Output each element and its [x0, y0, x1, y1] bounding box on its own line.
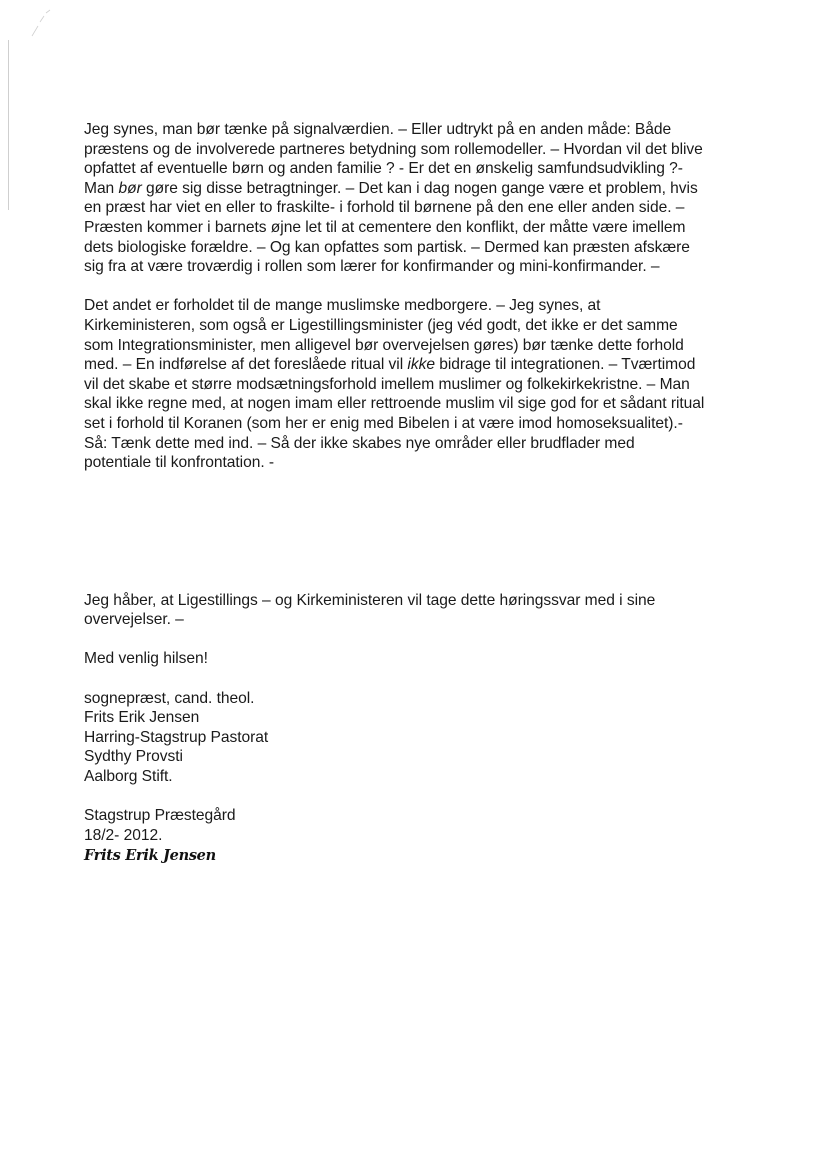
closing-text: Med venlig hilsen! — [84, 650, 208, 668]
sender-block — [84, 689, 784, 787]
text-line: skal ikke regne med, at nogen imam eller rettroende muslim vil sige god for et sådant ritual — [84, 395, 705, 413]
text-line: som Integrationsminister, men alligevel bør overvejelsen gøres) bør tænke dette forhold — [84, 336, 684, 354]
text-segment: Man — [84, 179, 119, 197]
paragraph-muslim-citizens — [84, 296, 784, 472]
text-segment: gøre sig disse betragtninger. – Det kan i dag nogen gange være et problem, hvis — [141, 179, 698, 197]
sender-pastorate: Harring-Stagstrup Pastorat — [84, 728, 269, 746]
sender-diocese: Aalborg Stift. — [84, 768, 173, 786]
text-line: en præst har viet en eller to fraskilte- i forhold til børnene på den ene eller anden side. – — [84, 199, 685, 217]
text-line: Så: Tænk dette med ind. – Så der ikke skabes nye områder eller brudflader med — [84, 434, 635, 452]
text-line: opfattet af eventuelle børn og anden familie ? - Er det en ønskelig samfundsudvikling ?- — [84, 160, 683, 178]
scan-edge-mark — [8, 40, 9, 210]
letter-body — [84, 120, 784, 866]
text-line: Det andet er forholdet til de mange muslimske medborgere. – Jeg synes, at — [84, 297, 601, 315]
text-line — [84, 355, 784, 375]
emphasis-text: ikke — [407, 356, 435, 374]
date-text: 18/2- 2012. — [84, 826, 163, 844]
text-line: præstens og de involverede partneres betydning som rollemodeller. – Hvordan vil det blive — [84, 140, 703, 158]
text-line: Jeg synes, man bør tænke på signalværdien. – Eller udtrykt på en anden måde: Både — [84, 121, 672, 138]
text-segment: bidrage til integrationen. – Tværtimod — [434, 356, 696, 374]
paragraph-signal-value — [84, 120, 784, 277]
text-line: set i forhold til Koranen (som her er enig med Bibelen i at være imod homoseksualitet).- — [84, 414, 683, 432]
text-segment: med. – En indførelse af det foreslåede ritual vil — [84, 356, 408, 374]
text-line: Kirkeministeren, som også er Ligestillingsminister (jeg véd godt, det ikke er det samme — [84, 316, 678, 334]
text-line: dets biologiske forældre. – Og kan opfattes som partisk. – Dermed kan præsten afskære — [84, 238, 690, 256]
paragraph-hope — [84, 591, 784, 630]
closing-greeting — [84, 649, 784, 669]
sender-deanery: Sydthy Provsti — [84, 748, 183, 766]
sender-title: sognepræst, cand. theol. — [84, 689, 255, 707]
text-line: overvejelser. – — [84, 611, 184, 629]
text-line: Præsten kommer i barnets øjne let til at cementere den konflikt, der måtte være imellem — [84, 218, 686, 236]
scan-corner-mark — [30, 8, 52, 38]
place-date-block — [84, 806, 784, 866]
text-line: potentiale til konfrontation. - — [84, 454, 275, 472]
text-line: Jeg håber, at Ligestillings – og Kirkeministeren vil tage dette høringssvar med i sine — [84, 591, 656, 609]
sender-name: Frits Erik Jensen — [84, 709, 200, 727]
text-line: vil det skabe et større modsætningsforhold imellem muslimer og folkekirkekristne. – Man — [84, 375, 690, 393]
emphasis-text: bør — [118, 179, 142, 197]
place-text: Stagstrup Præstegård — [84, 807, 236, 825]
text-line: sig fra at være troværdig i rollen som lærer for konfirmander og mini-konfirmander. – — [84, 258, 660, 276]
signature: Frits Erik Jensen — [84, 847, 216, 865]
text-line — [84, 179, 784, 199]
